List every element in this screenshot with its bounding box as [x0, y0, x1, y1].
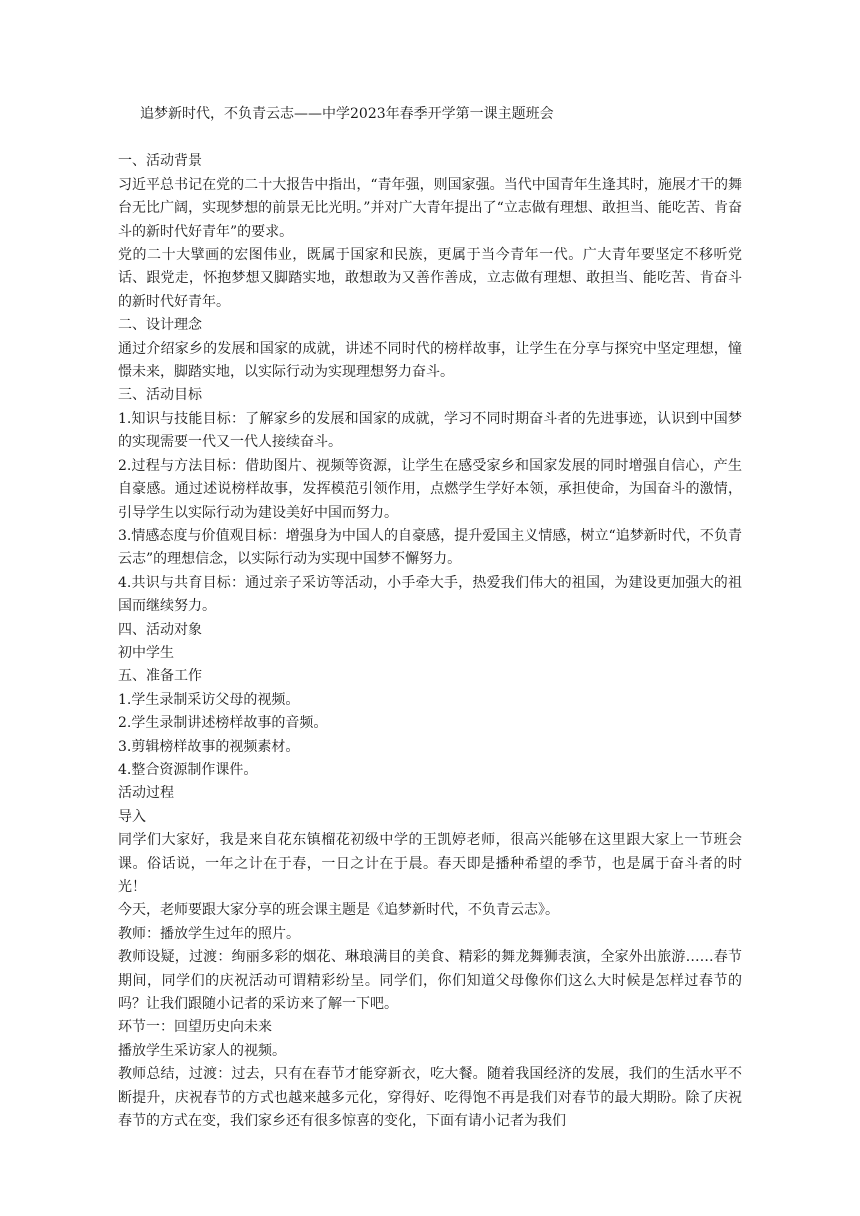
section-heading-preparation: 五、准备工作 — [118, 668, 202, 685]
paragraph-intro-2: 今天，老师要跟大家分享的班会课主题是《追梦新时代，不负青云志》。 — [118, 902, 559, 919]
section-heading-background: 一、活动背景 — [118, 153, 202, 170]
paragraph-design: 通过介绍家乡的发展和国家的成就，讲述不同时代的榜样故事，让学生在分享与探究中坚定理想，憧憬未来，脚踏实地，以实际行动为实现理想努力奋斗。 — [118, 340, 742, 381]
paragraph-intro-1: 同学们大家好，我是来自花东镇榴花初级中学的王凯婷老师，很高兴能够在这里跟大家上一节班会课。俗话说，一年之计在于春，一日之计在于晨。春天即是播种希望的季节，也是属于奋斗者的时光！ — [118, 832, 742, 895]
paragraph-intro-3: 教师：播放学生过年的照片。 — [118, 925, 300, 942]
subheading-intro: 导入 — [118, 808, 146, 825]
document-body — [118, 103, 742, 1133]
paragraph-stage-1-1: 播放学生采访家人的视频。 — [118, 1042, 286, 1059]
goal-item-4: 4.共识与共育目标：通过亲子采访等活动，小手牵大手，热爱我们伟大的祖国，为建设更加强大的祖国而继续努力。 — [118, 574, 742, 615]
paragraph-audience: 初中学生 — [118, 644, 174, 661]
goal-item-1: 1.知识与技能目标：了解家乡的发展和国家的成就，学习不同时期奋斗者的先进事迹，认识到中国梦的实现需要一代又一代人接续奋斗。 — [118, 410, 742, 451]
paragraph-background-2: 党的二十大擘画的宏图伟业，既属于国家和民族，更属于当今青年一代。广大青年要坚定不移听党话、跟党走，怀抱梦想又脚踏实地，敢想敢为又善作善成，立志做有理想、敢担当、能吃苦、肯奋斗的新时代好青年。 — [118, 247, 742, 310]
document-title: 追梦新时代，不负青云志——中学2023年春季开学第一课主题班会 — [140, 106, 554, 122]
section-heading-goals: 三、活动目标 — [118, 387, 202, 404]
section-heading-process: 活动过程 — [118, 785, 174, 802]
goal-item-2: 2.过程与方法目标：借助图片、视频等资源，让学生在感受家乡和国家发展的同时增强自信心，产生自豪感。通过述说榜样故事，发挥模范引领作用，点燃学生学好本领，承担使命，为国奋斗的激情，引导学生以实际行动为建设美好中国而努力。 — [118, 457, 742, 521]
subheading-stage-1: 环节一：回望历史向未来 — [118, 1019, 272, 1036]
paragraph-background-1: 习近平总书记在党的二十大报告中指出，“青年强，则国家强。当代中国青年生逢其时，施展才干的舞台无比广阔，实现梦想的前景无比光明。”并对广大青年提出了“立志做有理想、敢担当、能吃苦、肯奋斗的新时代好青年”的要求。 — [118, 176, 742, 240]
section-heading-audience: 四、活动对象 — [118, 621, 202, 638]
goal-item-3: 3.情感态度与价值观目标：增强身为中国人的自豪感，提升爱国主义情感，树立“追梦新时代，不负青云志”的理想信念，以实际行动为实现中国梦不懈努力。 — [118, 527, 742, 568]
preparation-item-1: 1.学生录制采访父母的视频。 — [118, 691, 300, 708]
preparation-item-3: 3.剪辑榜样故事的视频素材。 — [118, 738, 300, 755]
paragraph-stage-1-2: 教师总结，过渡：过去，只有在春节才能穿新衣，吃大餐。随着我国经济的发展，我们的生活水平不断提升，庆祝春节的方式也越来越多元化，穿得好、吃得饱不再是我们对春节的最大期盼。除了庆祝春节的方式在变，我们家乡还有很多惊喜的变化，下面有请小记者为我们 — [118, 1066, 742, 1130]
title-spacer — [118, 126, 742, 150]
section-heading-design: 二、设计理念 — [118, 317, 202, 334]
preparation-item-2: 2.学生录制讲述榜样故事的音频。 — [118, 715, 328, 732]
paragraph-intro-4: 教师设疑，过渡：绚丽多彩的烟花、琳琅满目的美食、精彩的舞龙舞狮表演，全家外出旅游……春节期间，同学们的庆祝活动可谓精彩纷呈。同学们，你们知道父母像你们这么大时候是怎样过春节的吗？让我们跟随小记者的采访来了解一下吧。 — [118, 949, 742, 1013]
preparation-item-4: 4.整合资源制作课件。 — [118, 761, 258, 778]
